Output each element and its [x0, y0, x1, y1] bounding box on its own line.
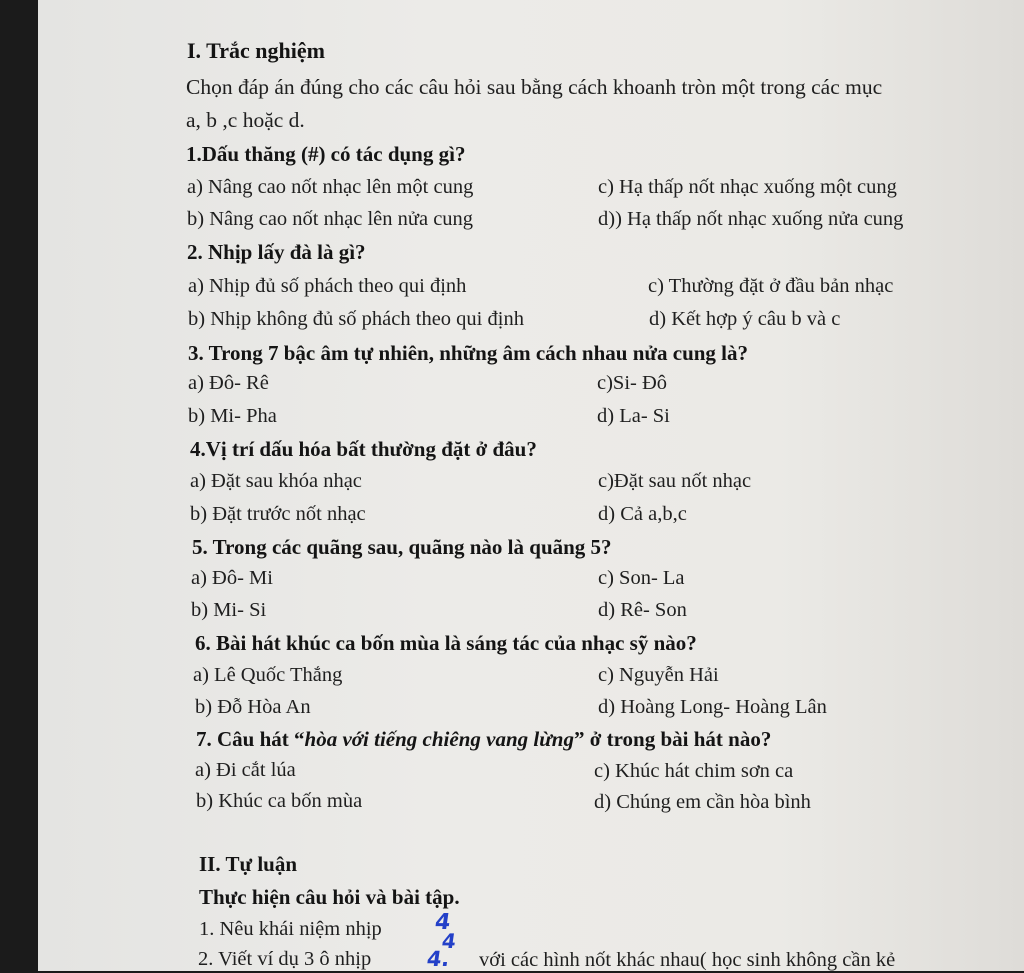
question-3: 3. Trong 7 bậc âm tự nhiên, những âm cách nhau nửa cung là? — [188, 341, 749, 365]
q1-option-c: c) Hạ thấp nốt nhạc xuống một cung — [598, 176, 897, 198]
q7-option-b: b) Khúc ca bốn mùa — [196, 790, 363, 812]
q5-option-d: d) Rê- Son — [598, 599, 687, 621]
section2-instruction: Thực hiện câu hỏi và bài tập. — [199, 885, 460, 909]
question-7-suffix: ” ở trong bài hát nào? — [573, 727, 772, 751]
handwritten-numerator-1: 4 — [433, 910, 453, 935]
q6-option-d: d) Hoàng Long- Hoàng Lân — [598, 696, 827, 718]
q3-option-d: d) La- Si — [597, 405, 670, 427]
q6-option-a: a) Lê Quốc Thắng — [193, 664, 343, 686]
q1-option-a: a) Nâng cao nốt nhạc lên một cung — [187, 176, 474, 198]
section2-title: II. Tự luận — [199, 852, 298, 876]
q2-option-b: b) Nhịp không đủ số phách theo qui định — [188, 308, 524, 330]
q7-option-a: a) Đi cắt lúa — [195, 759, 296, 781]
section2-item-1: 1. Nêu khái niệm nhịp — [199, 918, 382, 940]
handwritten-time-signature-2: 4. — [425, 947, 452, 971]
question-2: 2. Nhịp lấy đà là gì? — [187, 240, 366, 264]
question-7-prefix: 7. Câu hát “ — [196, 727, 305, 751]
q1-option-d: d)) Hạ thấp nốt nhạc xuống nửa cung — [598, 208, 904, 230]
q6-option-c: c) Nguyễn Hải — [598, 664, 719, 686]
q5-option-c: c) Son- La — [598, 567, 685, 589]
question-5: 5. Trong các quãng sau, quãng nào là quãng 5? — [192, 535, 612, 559]
q3-option-b: b) Mi- Pha — [188, 405, 277, 427]
q1-option-b: b) Nâng cao nốt nhạc lên nửa cung — [187, 208, 474, 230]
q4-option-b: b) Đặt trước nốt nhạc — [190, 503, 366, 525]
section2-item-2-start: 2. Viết ví dụ 3 ô nhịp — [198, 948, 372, 970]
q2-option-c: c) Thường đặt ở đầu bản nhạc — [648, 275, 894, 297]
q3-option-a: a) Đô- Rê — [188, 372, 269, 394]
section2-item-2-end: với các hình nốt khác nhau( học sinh không cần kẻ — [479, 949, 896, 971]
q2-option-a: a) Nhịp đủ số phách theo qui định — [188, 275, 467, 297]
section1-instruction-line2: a, b ,c hoặc d. — [186, 108, 305, 132]
section1-title: I. Trắc nghiệm — [187, 38, 325, 63]
q4-option-a: a) Đặt sau khóa nhạc — [190, 470, 362, 492]
handwritten-denominator-1: 4 — [440, 929, 458, 953]
q7-option-d: d) Chúng em cần hòa bình — [594, 791, 811, 813]
question-7-lyric: hòa với tiếng chiêng vang lừng — [304, 727, 574, 751]
question-7 — [196, 726, 771, 752]
q4-option-c: c)Đặt sau nốt nhạc — [598, 470, 752, 492]
q6-option-b: b) Đỗ Hòa An — [195, 696, 311, 718]
q5-option-b: b) Mi- Si — [191, 599, 267, 621]
question-1: 1.Dấu thăng (#) có tác dụng gì? — [186, 142, 466, 166]
question-6: 6. Bài hát khúc ca bốn mùa là sáng tác của nhạc sỹ nào? — [195, 631, 697, 655]
q5-option-a: a) Đô- Mi — [191, 567, 273, 589]
q3-option-c: c)Si- Đô — [597, 372, 668, 394]
exam-sheet — [38, 0, 1024, 971]
question-4: 4.Vị trí dấu hóa bất thường đặt ở đâu? — [190, 437, 537, 461]
section1-instruction-line1: Chọn đáp án đúng cho các câu hỏi sau bằng cách khoanh tròn một trong các mục — [186, 75, 883, 99]
q2-option-d: d) Kết hợp ý câu b và c — [649, 308, 841, 330]
q4-option-d: d) Cả a,b,c — [598, 503, 687, 525]
q7-option-c: c) Khúc hát chim sơn ca — [594, 760, 794, 782]
